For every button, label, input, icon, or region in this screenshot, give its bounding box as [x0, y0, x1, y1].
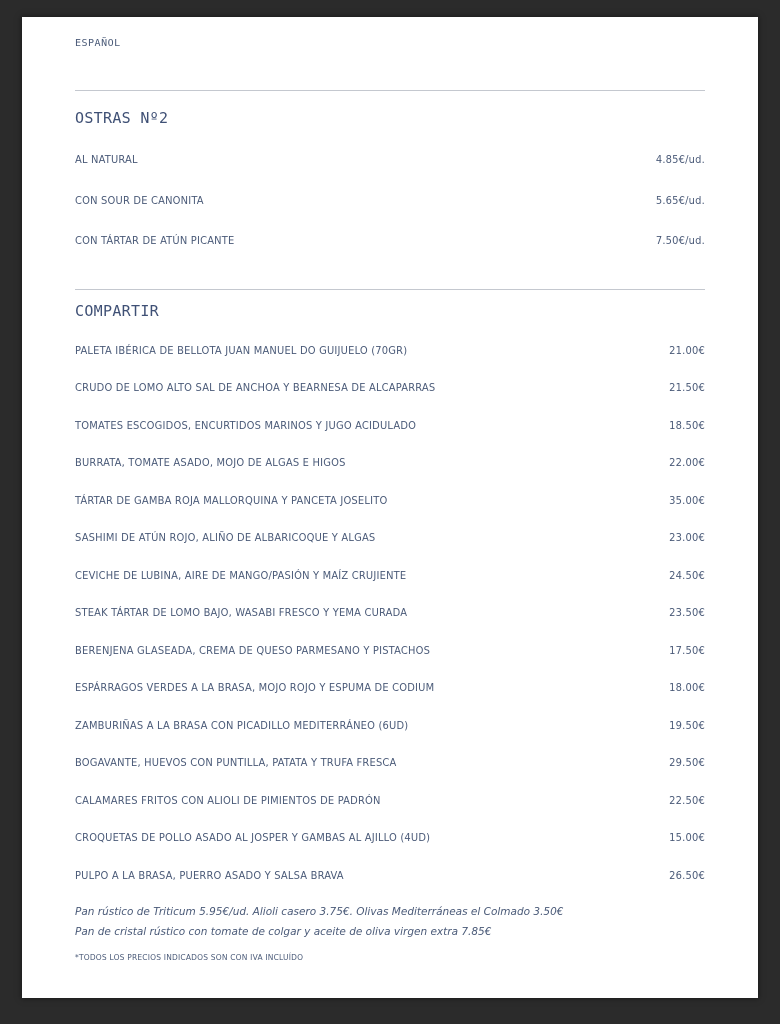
- menu-item-name: ESPÁRRAGOS VERDES A LA BRASA, MOJO ROJO Y ESPUMA DE CODIUM: [75, 681, 435, 694]
- menu-item: [75, 644, 705, 657]
- menu-item-name: BURRATA, TOMATE ASADO, MOJO DE ALGAS E HIGOS: [75, 456, 346, 469]
- menu-item: [75, 419, 705, 432]
- section-title-ostras: OSTRAS Nº2: [75, 109, 169, 127]
- menu-item-price: 21.00€: [669, 344, 705, 357]
- menu-item-name: AL NATURAL: [75, 153, 138, 166]
- menu-item: [75, 569, 705, 582]
- menu-item: [75, 681, 705, 694]
- menu-item-price: 26.50€: [669, 869, 705, 882]
- menu-item: [75, 606, 705, 619]
- menu-item-name: BERENJENA GLASEADA, CREMA DE QUESO PARMESANO Y PISTACHOS: [75, 644, 431, 657]
- menu-item: [75, 869, 705, 882]
- menu-item: [75, 831, 705, 844]
- menu-item-name: CEVICHE DE LUBINA, AIRE DE MANGO/PASIÓN Y MAÍZ CRUJIENTE: [75, 569, 407, 582]
- bread-tomato-note: Pan de cristal rústico con tomate de colgar y aceite de oliva virgen extra 7.85€: [75, 926, 492, 938]
- menu-item: [75, 194, 705, 207]
- menu-item-name: CALAMARES FRITOS CON ALIOLI DE PIMIENTOS DE PADRÓN: [75, 794, 381, 807]
- menu-item-price: 23.00€: [669, 531, 705, 544]
- menu-item: [75, 234, 705, 247]
- bread-note: Pan rústico de Triticum 5.95€/ud. Alioli casero 3.75€. Olivas Mediterráneas el Colmado 3.50€: [75, 906, 564, 918]
- menu-item-price: 24.50€: [669, 569, 705, 582]
- menu-item-price: 18.50€: [669, 419, 705, 432]
- menu-item-name: CON SOUR DE CANONITA: [75, 194, 204, 207]
- menu-item: [75, 344, 705, 357]
- menu-item: [75, 494, 705, 507]
- menu-item-name: ZAMBURIÑAS A LA BRASA CON PICADILLO MEDITERRÁNEO (6UD): [75, 719, 409, 732]
- menu-item: [75, 381, 705, 394]
- menu-item-price: 22.00€: [669, 456, 705, 469]
- menu-item-price: 19.50€: [669, 719, 705, 732]
- divider-ostras: [75, 90, 705, 91]
- menu-item: [75, 756, 705, 769]
- menu-item-price: 7.50€/ud.: [655, 234, 705, 247]
- menu-item-name: CON TÁRTAR DE ATÚN PICANTE: [75, 234, 235, 247]
- menu-item-price: 35.00€: [669, 494, 705, 507]
- menu-item-name: STEAK TÁRTAR DE LOMO BAJO, WASABI FRESCO Y YEMA CURADA: [75, 606, 408, 619]
- menu-item-name: TOMATES ESCOGIDOS, ENCURTIDOS MARINOS Y JUGO ACIDULADO: [75, 419, 417, 432]
- menu-item-name: CROQUETAS DE POLLO ASADO AL JOSPER Y GAMBAS AL AJILLO (4UD): [75, 831, 431, 844]
- menu-item-name: BOGAVANTE, HUEVOS CON PUNTILLA, PATATA Y TRUFA FRESCA: [75, 756, 397, 769]
- menu-item-price: 15.00€: [669, 831, 705, 844]
- menu-item-name: PALETA IBÉRICA DE BELLOTA JUAN MANUEL DO GUIJUELO (70GR): [75, 344, 408, 357]
- menu-page: [22, 17, 758, 998]
- tax-note: *TODOS LOS PRECIOS INDICADOS SON CON IVA INCLUÍDO: [75, 953, 304, 962]
- menu-item-price: 4.85€/ud.: [655, 153, 705, 166]
- menu-item-price: 23.50€: [669, 606, 705, 619]
- menu-item-name: CRUDO DE LOMO ALTO SAL DE ANCHOA Y BEARNESA DE ALCAPARRAS: [75, 381, 436, 394]
- menu-item: [75, 531, 705, 544]
- menu-item-price: 22.50€: [669, 794, 705, 807]
- menu-item: [75, 719, 705, 732]
- menu-item-price: 29.50€: [669, 756, 705, 769]
- menu-item: [75, 153, 705, 166]
- menu-item-price: 17.50€: [669, 644, 705, 657]
- divider-compartir: [75, 289, 705, 290]
- menu-item-name: PULPO A LA BRASA, PUERRO ASADO Y SALSA BRAVA: [75, 869, 344, 882]
- language-label: ESPAÑOL: [75, 38, 121, 49]
- menu-item-name: TÁRTAR DE GAMBA ROJA MALLORQUINA Y PANCETA JOSELITO: [75, 494, 388, 507]
- menu-item: [75, 456, 705, 469]
- menu-item-name: SASHIMI DE ATÚN ROJO, ALIÑO DE ALBARICOQUE Y ALGAS: [75, 531, 376, 544]
- section-title-compartir: COMPARTIR: [75, 302, 159, 320]
- menu-item-price: 21.50€: [669, 381, 705, 394]
- menu-item-price: 18.00€: [669, 681, 705, 694]
- menu-item: [75, 794, 705, 807]
- menu-item-price: 5.65€/ud.: [655, 194, 705, 207]
